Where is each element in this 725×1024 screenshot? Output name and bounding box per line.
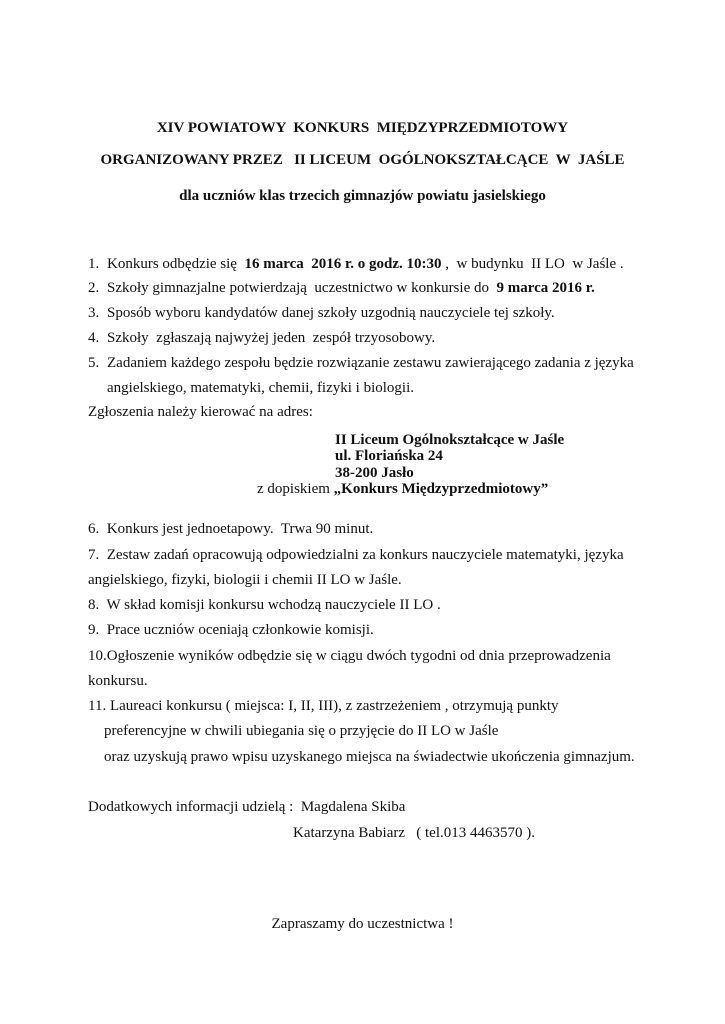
list-item-10: 10.Ogłoszenie wyników odbędzie się w ciągu dwóch tygodni od dnia przeprowadzenia bbox=[88, 648, 611, 664]
address-note-label: z dopiskiem bbox=[257, 481, 334, 497]
subtitle: dla uczniów klas trzecich gimnazjów powiatu jasielskiego bbox=[179, 188, 546, 204]
list-item-3: Sposób wyboru kandydatów danej szkoły uzgodnią nauczyciele tej szkoły. bbox=[107, 305, 555, 321]
list-item-5-number: 5. bbox=[88, 355, 100, 371]
list-item-1-location: , w budynku II LO w Jaśle . bbox=[441, 256, 624, 272]
address-note bbox=[257, 482, 548, 497]
list-item-7-continuation: angielskiego, fizyki, biologii i chemii II LO w Jaśle. bbox=[88, 572, 402, 588]
list-item-5: Zadaniem każdego zespołu będzie rozwiązanie zestawu zawierającego zadania z języka bbox=[107, 355, 634, 371]
list-item-4-number: 4. bbox=[88, 330, 100, 346]
title-line-2: ORGANIZOWANY PRZEZ II LICEUM OGÓLNOKSZTAŁCĄCE W JAŚLE bbox=[100, 152, 625, 168]
list-item-4: Szkoły zgłaszają najwyżej jeden zespół trzyosobowy. bbox=[107, 330, 436, 346]
list-item-2-text: Szkoły gimnazjalne potwierdzają uczestnictwo w konkursie do bbox=[107, 280, 497, 296]
address-school: II Liceum Ogólnokształcące w Jaśle bbox=[335, 432, 565, 448]
list-item-1-text: Konkurs odbędzie się bbox=[107, 256, 245, 272]
list-item-8: 8. W skład komisji konkursu wchodzą nauczyciele II LO . bbox=[88, 597, 441, 613]
list-item-2 bbox=[107, 281, 595, 296]
address-intro: Zgłoszenia należy kierować na adres: bbox=[88, 404, 313, 420]
contact-line-2: Katarzyna Babiarz ( tel.013 4463570 ). bbox=[293, 825, 535, 841]
list-item-1 bbox=[107, 257, 624, 272]
address-street: ul. Floriańska 24 bbox=[335, 448, 443, 464]
list-item-1-number: 1. bbox=[88, 256, 100, 272]
confirmation-deadline: 9 marca 2016 r. bbox=[496, 280, 595, 296]
address-city: 38-200 Jasło bbox=[335, 465, 414, 481]
list-item-7: 7. Zestaw zadań opracowują odpowiedzialni za konkurs nauczyciele matematyki, języka bbox=[88, 547, 624, 563]
competition-date: 16 marca 2016 r. o godz. 10:30 bbox=[244, 256, 442, 272]
list-item-11: 11. Laureaci konkursu ( miejsca: I, II, III), z zastrzeżeniem , otrzymują punkty bbox=[88, 698, 559, 714]
contact-line-1: Dodatkowych informacji udzielą : Magdalena Skiba bbox=[88, 799, 406, 815]
list-item-10-continuation: konkursu. bbox=[88, 673, 148, 689]
list-item-6: 6. Konkurs jest jednoetapowy. Trwa 90 minut. bbox=[88, 521, 374, 537]
title-line-1: XIV POWIATOWY KONKURS MIĘDZYPRZEDMIOTOWY bbox=[156, 120, 569, 136]
closing-invitation: Zapraszamy do uczestnictwa ! bbox=[271, 916, 454, 932]
list-item-3-number: 3. bbox=[88, 305, 100, 321]
list-item-11-continuation-2: oraz uzyskują prawo wpisu uzyskanego miejsca na świadectwie ukończenia gimnazjum. bbox=[104, 749, 635, 765]
list-item-5-continuation: angielskiego, matematyki, chemii, fizyki i biologii. bbox=[107, 380, 415, 396]
address-note-title: „Konkurs Międzyprzedmiotowy” bbox=[333, 481, 549, 497]
list-item-11-continuation-1: preferencyjne w chwili ubiegania się o przyjęcie do II LO w Jaśle bbox=[104, 723, 499, 739]
list-item-2-number: 2. bbox=[88, 280, 100, 296]
list-item-9: 9. Prace uczniów oceniają członkowie komisji. bbox=[88, 622, 374, 638]
